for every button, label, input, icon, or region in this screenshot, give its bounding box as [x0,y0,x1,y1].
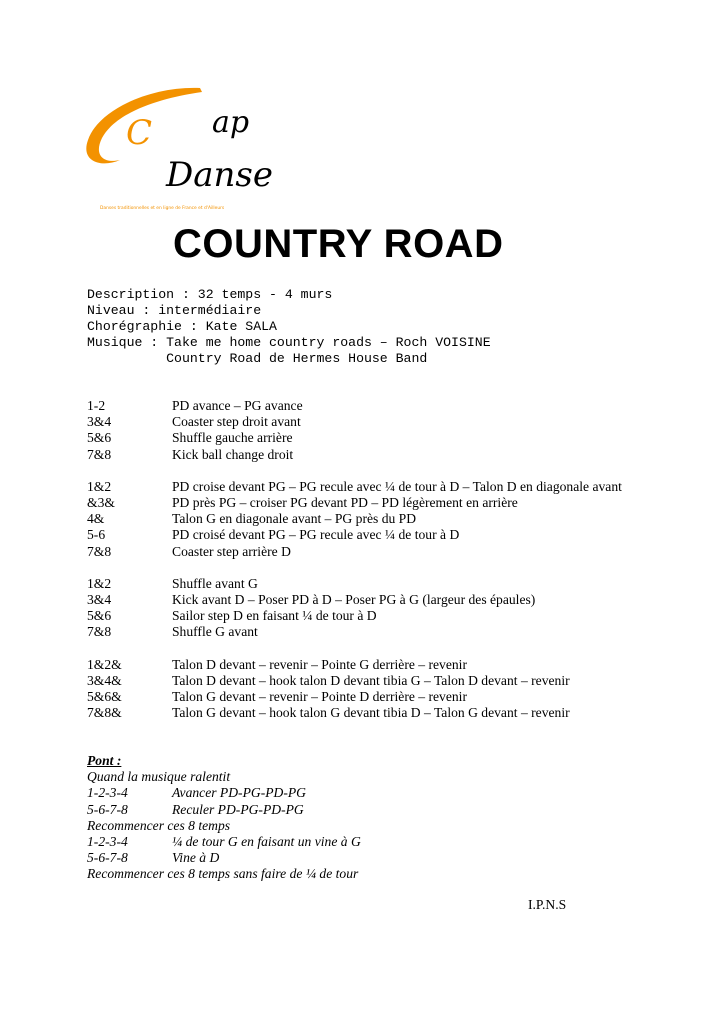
logo-word-ap: ap [212,105,250,140]
step-row [87,527,647,543]
step-count: &3& [87,495,115,511]
section-gap [87,463,647,479]
bridge-count: 1-2-3-4 [87,834,128,850]
step-row [87,544,647,560]
step-row [87,673,647,689]
step-text: Talon G en diagonale avant – PG près du PD [172,511,417,527]
step-row [87,447,647,463]
choreography-line: Chorégraphie : Kate SALA [87,319,277,334]
step-count: 3&4& [87,672,122,688]
step-text: Talon G devant – hook talon G devant tibia D – Talon G devant – revenir [172,705,570,721]
step-text: Shuffle gauche arrière [172,430,293,446]
bridge-text: Vine à D [172,850,220,866]
description-line: Description : 32 temps - 4 murs [87,287,333,302]
bridge-section [87,753,647,883]
step-row [87,414,647,430]
bridge-count: 5-6-7-8 [87,850,128,866]
step-count: 7&8 [87,543,112,559]
bridge-row [87,785,647,801]
bridge-row [87,802,647,818]
step-text: Kick ball change droit [172,446,294,462]
step-count: 5&6& [87,689,122,705]
step-text: Shuffle G avant [172,624,258,640]
step-text: PD avance – PG avance [172,398,303,413]
bridge-count: 1-2-3-4 [87,785,128,801]
step-text: Sailor step D en faisant ¼ de tour à D [172,608,377,624]
bridge-intro: Quand la musique ralentit [87,769,231,785]
step-row [87,495,647,511]
step-count: 5-6 [87,527,106,543]
page-title: COUNTRY ROAD [173,222,504,266]
bridge-repeat: Recommencer ces 8 temps sans faire de ¼ de tour [87,866,359,882]
step-row [87,624,647,640]
section-gap [87,560,647,576]
step-count: 4& [87,511,105,527]
dance-info-header [87,287,491,367]
step-count: 1-2 [87,398,106,413]
step-row [87,592,647,608]
step-sheet [87,398,647,721]
step-text: Coaster step arrière D [172,543,291,559]
footer-ipns: I.P.N.S [528,897,567,912]
step-text: PD près PG – croiser PG devant PD – PD légèrement en arrière [172,495,518,511]
cap-danse-logo [80,80,280,215]
step-text: Kick avant D – Poser PD à D – Poser PG à G (largeur des épaules) [172,592,536,608]
step-count: 1&2 [87,478,112,494]
step-text: PD croise devant PG – PG recule avec ¼ de tour à D – Talon D en diagonale avant [172,478,622,494]
step-count: 3&4 [87,414,112,430]
step-text: Coaster step droit avant [172,414,301,430]
step-count: 5&6 [87,430,112,446]
bridge-row [87,834,647,850]
step-text: PD croisé devant PG – PG recule avec ¼ de tour à D [172,527,460,543]
step-row [87,657,647,673]
music-line: Musique : Take me home country roads – Roch VOISINE [87,335,491,350]
step-row [87,430,647,446]
step-row [87,576,647,592]
bridge-title: Pont : [87,753,122,768]
step-row [87,398,647,414]
step-text: Talon D devant – revenir – Pointe G derrière – revenir [172,656,467,672]
bridge-row [87,850,647,866]
step-row [87,511,647,527]
bridge-text: Reculer PD-PG-PD-PG [172,801,304,817]
bridge-count: 5-6-7-8 [87,801,128,817]
logo-letter-c: C [126,113,153,153]
bridge-text: Avancer PD-PG-PD-PG [172,785,306,801]
bridge-text: ¼ de tour G en faisant un vine à G [172,834,361,850]
logo-word-danse: Danse [166,155,273,195]
step-text: Talon G devant – revenir – Pointe D derrière – revenir [172,689,467,705]
step-count: 1&2 [87,575,112,591]
level-line: Niveau : intermédiaire [87,303,262,318]
step-row [87,689,647,705]
bridge-repeat: Recommencer ces 8 temps [87,817,231,833]
music-line-2: Country Road de Hermes House Band [87,351,428,366]
step-count: 7&8 [87,624,112,640]
step-text: Talon D devant – hook talon D devant tibia G – Talon D devant – revenir [172,672,570,688]
step-text: Shuffle avant G [172,575,258,591]
step-count: 3&4 [87,592,112,608]
step-row [87,705,647,721]
step-count: 5&6 [87,608,112,624]
step-count: 1&2& [87,656,122,672]
step-count: 7&8 [87,446,112,462]
section-gap [87,641,647,657]
step-count: 7&8& [87,705,122,721]
step-row [87,608,647,624]
step-row [87,479,647,495]
logo-tagline: Danses traditionnelles et en ligne de France et d'Ailleurs [100,206,225,211]
